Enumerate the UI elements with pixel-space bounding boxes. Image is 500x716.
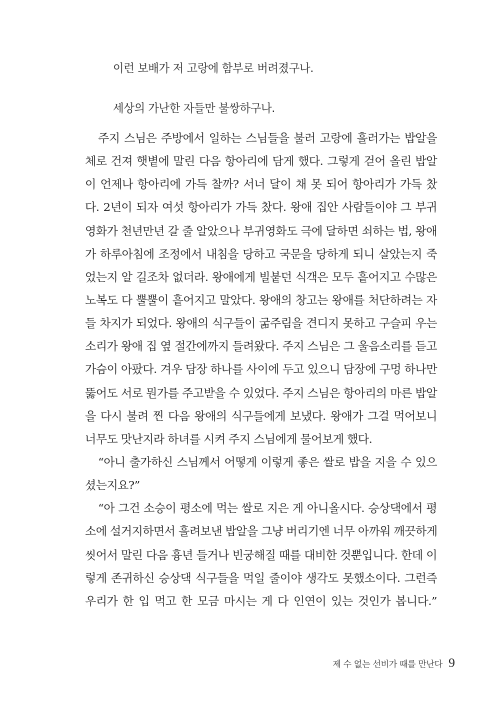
dialogue-line: “아니 출가하신 스님께서 어떻게 이렇게 좋은 쌀로 밥을 지을 수 있으: [98, 454, 437, 469]
paragraph-line: 가슴이 아팠다. 겨우 담장 하나를 사이에 두고 있으니 담장에 구멍 하나만: [85, 362, 437, 377]
body-text: [85, 127, 437, 613]
paragraph-line: 을 다시 불려 찐 다음 왕애의 식구들에게 보냈다. 왕애가 그걸 먹어보니: [85, 408, 437, 423]
paragraph-line: 었는지 알 길조차 없더라. 왕애에게 빌붙던 식객은 모두 흩어지고 수많은: [85, 269, 437, 284]
paragraph-line: 들 차지가 되었다. 왕애의 식구들이 굶주림을 견디지 못하고 구슬피 우는: [85, 316, 437, 331]
paragraph-line: 영화가 천년만년 갈 줄 알았으나 부귀영화도 극에 달하면 쇠하는 법, 왕애: [85, 223, 437, 238]
dialogue-line: 우리가 한 입 먹고 한 모금 마시는 게 다 인연이 있는 것인가 봅니다.”: [85, 593, 437, 608]
page-number: 9: [448, 655, 455, 670]
paragraph-line: 소리가 왕애 집 옆 절간에까지 들려왔다. 주지 스님은 그 울음소리를 듣고: [85, 339, 437, 354]
paragraph-line: 가 하루아침에 조정에서 내침을 당하고 국문을 당하게 되니 살았는지 죽: [85, 246, 437, 261]
paragraph-line: 이 언제나 항아리에 가득 찰까? 서너 달이 채 못 되어 항아리가 가득 찼: [85, 177, 437, 192]
poem-line: 세상의 가난한 자들만 불쌍하구나.: [113, 102, 275, 115]
dialogue-line: “아 그건 소승이 평소에 먹는 쌀로 지은 게 아니올시다. 승상댁에서 평: [98, 501, 437, 516]
paragraph-line: 체로 건져 햇볕에 말린 다음 항아리에 담게 했다. 그렇게 걷어 올린 밥알: [85, 154, 437, 169]
poem-block: [113, 57, 443, 120]
paragraph-line: 주지 스님은 주방에서 일하는 스님들을 불러 고랑에 흘러가는 밥알을: [98, 131, 437, 145]
running-title: 제 수 없는 선비가 때를 만난다: [332, 660, 443, 670]
paragraph-line: 노복도 다 뿔뿔이 흩어지고 말았다. 왕애의 창고는 왕애를 처단하려는 자: [85, 292, 437, 307]
dialogue-line: 소에 설거지하면서 흘려보낸 밥알을 그냥 버리기엔 너무 아까워 깨끗하게: [85, 524, 438, 539]
dialogue-line: 씻어서 말린 다음 흉년 들거나 빈궁해질 때를 대비한 것뿐입니다. 한데 이: [85, 547, 437, 562]
dialogue-line: 셨는지요?”: [85, 478, 140, 493]
dialogue-line: 렇게 존귀하신 승상댁 식구들을 먹일 줄이야 생각도 못했소이다. 그런즉: [85, 570, 437, 585]
paragraph-line: 다. 2년이 되자 여섯 항아리가 가득 찼다. 왕애 집안 사람들이야 그 부귀: [85, 200, 437, 215]
page-footer: [285, 655, 455, 675]
paragraph-line: 뚫어도 서로 뭔가를 주고받을 수 있었다. 주지 스님은 항아리의 마른 밥알: [85, 385, 437, 400]
paragraph-line: 너무도 맛난지라 하녀를 시켜 주지 스님에게 물어보게 했다.: [85, 431, 373, 446]
poem-line: 이런 보배가 저 고랑에 함부로 버려졌구나.: [113, 62, 314, 75]
